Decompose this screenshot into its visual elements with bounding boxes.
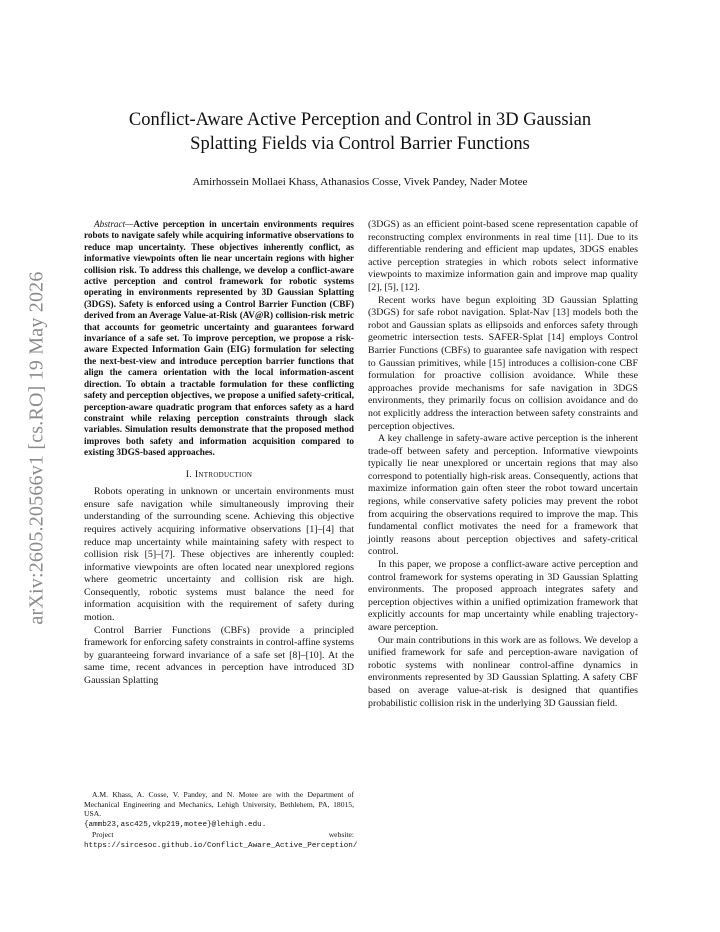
paper-title — [90, 108, 630, 156]
section-title: Introduction — [194, 468, 253, 480]
author-footnote — [84, 790, 358, 851]
intro-paragraph-1: Robots operating in unknown or uncertain environments must ensure safe navigation while simultaneously improving their understanding of the surrounding scene. Achieving this objective requires actively acquiring informative observations [1]–[4] that reduce map uncertainty while maintaining safety with respect to collision risk [5]–[7]. These objectives are inherently coupled: informative viewpoints are often located near unexplored regions where geometric uncertainty and collision risk are high. Consequently, robotic systems must balance the need for information acquisition with the requirement of safety during motion. — [84, 486, 354, 624]
right-paragraph-4: In this paper, we propose a conflict-aware active perception and control framework for systems operating in 3D Gaussian Splatting environments. The proposed approach integrates safety and perception objectives within a unified optimization framework that explicitly accounts for map uncertainty while enabling trajectory-aware perception. — [368, 559, 638, 633]
section-number: I. — [185, 468, 193, 480]
footnote-affiliation: A.M. Khass, A. Cosse, V. Pandey, and N. Motee are with the Department of Mechanical Engineering and Mechanics, Lehigh University, Bethlehem, PA, 18015, USA. — [84, 790, 354, 818]
right-column — [368, 219, 638, 710]
title-line-1: Conflict-Aware Active Perception and Control in 3D Gaussian — [128, 110, 592, 130]
author-list: Amirhossein Mollaei Khass, Athanasios Cosse, Vivek Pandey, Nader Motee — [192, 176, 528, 188]
left-column — [84, 219, 354, 688]
right-paragraph-3: A key challenge in safety-aware active perception is the inherent trade-off between safety and perception. Informative viewpoints typically lie near unexplored or uncertain regions that may also correspond to potentially high-risk areas. Consequently, actions that maximize information gain often steer the robot toward uncertain regions, while conservative safety policies may prevent the robot from acquiring the observations required to improve the map. This fundamental conflict motivates the need for a framework that jointly reasons about perception objectives and safety-critical control. — [368, 433, 638, 558]
footnote-project-url[interactable]: https://sircesoc.github.io/Conflict_Aware_Active_Perception/ — [84, 841, 358, 850]
intro-paragraph-2: Control Barrier Functions (CBFs) provide a principled framework for enforcing safety constraints in control-affine systems by guaranteeing forward invariance of a safe set [8]–[10]. At the same time, recent advances in perception have introduced 3D Gaussian Splatting — [84, 624, 354, 687]
abstract — [84, 219, 354, 459]
title-line-2: Splatting Fields via Control Barrier Functions — [190, 134, 530, 154]
section-heading-introduction — [84, 469, 354, 482]
abstract-label: Abstract— — [94, 219, 134, 229]
arxiv-id-text: arXiv:2605.20566v1 [cs.RO] 19 May 2026 — [25, 271, 48, 625]
footnote-project-label: Project website: — [92, 830, 354, 839]
right-paragraph-1: (3DGS) as an efficient point-based scene representation capable of reconstructing complex environments in real time [11]. Due to its differentiable rendering and efficient map updates, 3DGS enables active perception strategies in which robots select informative viewpoints to maximize information gain and improve map quality [2], [5], [12]. — [368, 219, 638, 293]
footnote-emails: {ammb23,asc425,vkp219,motee}@lehigh.edu. — [84, 820, 267, 829]
abstract-text: Active perception in uncertain environments requires robots to navigate safely while acquiring informative observations to reduce map uncertainty. These objectives inherently conflict, as informative viewpoints often lie near uncertain regions with higher collision risk. To address this challenge, we develop a conflict-aware active perception and control framework for robotic systems operating in environments represented by 3D Gaussian Splatting (3DGS). Safety is enforced using a Control Barrier Function (CBF) derived from an Average Value-at-Risk (AV@R) collision-risk metric that accounts for geometric uncertainty and guarantees forward invariance of a safe set. To improve perception, we propose a risk-aware Expected Information Gain (EIG) formulation for selecting the next-best-view and introduce perception barrier functions that align the camera orientation with the local information-ascent direction. To obtain a tractable formulation for these conflicting safety and perception objectives, we propose a unified safety-critical, perception-aware quadratic program that enforces safety as a hard constraint while relaxing perception constraints through slack variables. Simulation results demonstrate that the proposed method improves both safety and information acquisition compared to existing 3DGS-based approaches. — [84, 219, 354, 458]
right-paragraph-5: Our main contributions in this work are as follows. We develop a unified framework for safe and perception-aware navigation of robotic systems with nonlinear control-affine dynamics in environments represented by 3D Gaussian Splatting. A safety CBF based on average value-at-risk is designed that quantifies probabilistic collision risk in the underlying 3D Gaussian field. — [368, 634, 638, 709]
right-paragraph-2: Recent works have begun exploiting 3D Gaussian Splatting (3DGS) for safe robot navigation. Splat-Nav [13] models both the robot and Gaussian splats as ellipsoids and enforces safety through geometric intersection tests. SAFER-Splat [14] employs Control Barrier Functions (CBFs) to guarantee safe navigation with respect to Gaussian primitives, while [15] introduces a collision-cone CBF formulation for proactive collision avoidance. While these approaches provide mechanisms for safe navigation in 3DGS environments, they primarily focus on collision avoidance and do not explicitly address the interaction between safety constraints and perception objectives. — [368, 294, 638, 432]
arxiv-identifier — [14, 248, 60, 648]
